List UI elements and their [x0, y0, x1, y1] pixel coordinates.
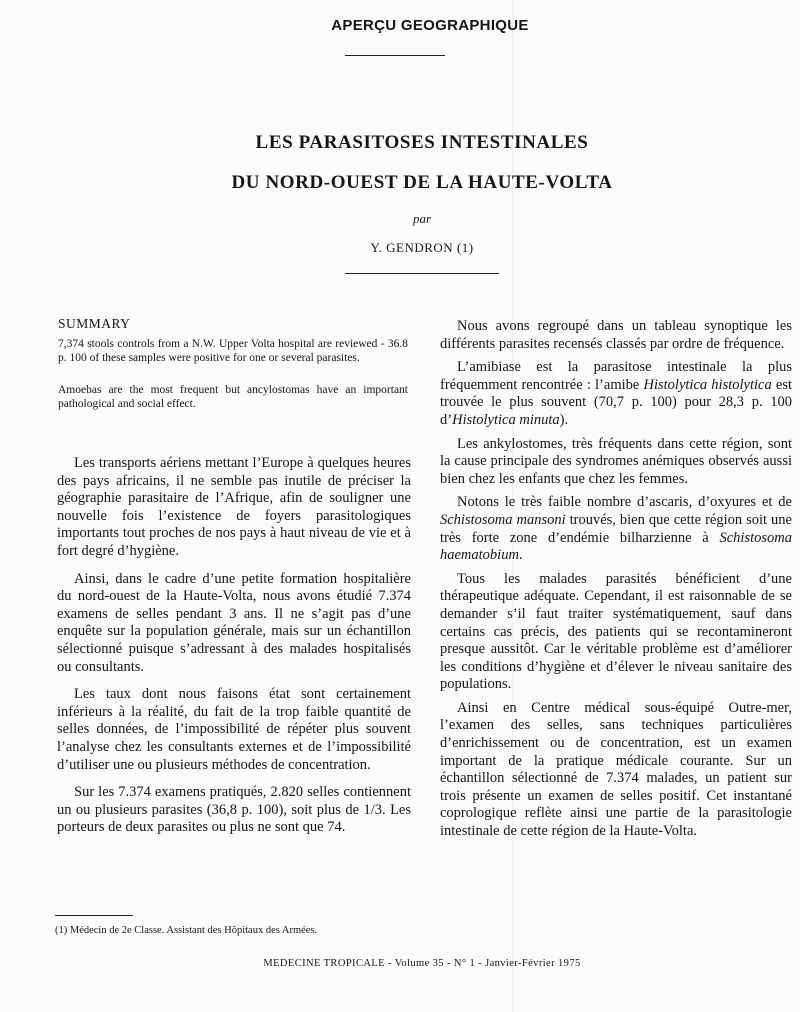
- journal-footer: MEDECINE TROPICALE - Volume 35 - N° 1 - Janvier-Février 1975: [263, 958, 581, 969]
- footnote-rule: [55, 915, 133, 916]
- species-name: Histolytica histolytica: [643, 376, 772, 393]
- body-paragraph: Ainsi en Centre médical sous-équipé Outre-mer, l’examen des selles, sans techniques particulières d’enrichissement ou de concentration, est un examen important de la pratique médicale courante. Sur un échantillon sélectionné de 7.374 malades, un patient sur trois présente un examen de selles positif. Cet instantané coprologique reflète ainsi une partie de la parasitologie intestinale de cette région de la Haute-Volta.: [440, 699, 792, 840]
- body-paragraph: [440, 494, 792, 564]
- text-run: L’amibiase est la parasitose intestinale la plus fréquemment rencontrée : l’amibe: [440, 359, 792, 393]
- body-paragraph: [440, 359, 792, 429]
- header-rule: [345, 55, 445, 56]
- text-run: est trouvée le plus souvent (70,7 p. 100) pour 28,3 p. 100 d’: [440, 376, 793, 428]
- author-name: Y. GENDRON (1): [370, 240, 474, 255]
- text-run: .: [518, 547, 523, 564]
- body-paragraph: Les ankylostomes, très fréquents dans cette région, sont la cause principale des syndromes anémiques observés aussi bien chez les enfants que chez les femmes.: [440, 435, 792, 487]
- species-name: Histolytica minuta: [452, 411, 560, 428]
- text-run: Notons le très faible nombre d’ascaris, d’oxyures et de: [457, 494, 792, 511]
- section-heading: APERÇU GEOGRAPHIQUE: [331, 17, 529, 34]
- body-paragraph: Les taux dont nous faisons état sont certainement inférieurs à la réalité, du fait de la trop faible quantité de selles données, de l’impossibilité de répéter plus souvent l’analyse chez les consultants externes et de l’impossibilité d’utiliser une ou plusieurs méthodes de concentration.: [57, 686, 411, 773]
- article-title-line-2: DU NORD-OUEST DE LA HAUTE-VOLTA: [231, 172, 613, 193]
- body-paragraph: Ainsi, dans le cadre d’une petite formation hospitalière du nord-ouest de la Haute-Volta, nous avons étudié 7.374 examens de selles pendant 3 ans. Il ne s’agit pas d’une enquête sur la population générale, mais sur un échantillon sélectionné puisque s’adressant à des malades hospitalisés ou consultants.: [57, 570, 411, 675]
- footnote: (1) Médecin de 2e Classe. Assistant des Hôpitaux des Armées.: [55, 925, 318, 936]
- body-paragraph: Nous avons regroupé dans un tableau synoptique les différents parasites recensés classés par ordre de fréquence.: [440, 318, 792, 352]
- summary-paragraph: 7,374 stools controls from a N.W. Upper Volta hospital are reviewed - 36.8 p. 100 of these samples were positive for one or several parasites.: [58, 338, 408, 364]
- summary-heading: SUMMARY: [58, 316, 131, 331]
- text-run: ).: [559, 411, 569, 428]
- text-run: trouvés, bien que cette région soit une très forte zone d’endémie bilharzienne à: [440, 511, 792, 546]
- species-name: Schistosoma mansoni: [440, 511, 566, 528]
- title-rule: [345, 273, 499, 274]
- right-column: [440, 318, 792, 841]
- body-paragraph: Tous les malades parasités bénéficient d’une thérapeutique adéquate. Cependant, il est raisonnable de se demander s’il faut traiter systématiquement, sauf dans certains cas précis, des patients qui se recontamineront presque aussitôt. Car le véritable problème est d’améliorer les conditions d’hygiène et d’élever le niveau sanitaire des populations.: [440, 570, 792, 693]
- summary-paragraph: Amoebas are the most frequent but ancylostomas have an important pathological and social effect.: [58, 384, 408, 410]
- body-paragraph: Sur les 7.374 examens pratiqués, 2.820 selles contiennent un ou plusieurs parasites (36,8 p. 100), soit plus de 1/3. Les porteurs de deux parasites ou plus ne sont que 74.: [57, 784, 411, 836]
- byline-par: par: [412, 211, 432, 226]
- body-paragraph: Les transports aériens mettant l’Europe à quelques heures des pays africains, il ne semble pas inutile de préciser la géographie parasitaire de l’Afrique, afin de souligner une nouvelle fois l’existence de foyers parasitologiques importants tout proches de nos pays à haut niveau de vie et à fort degré d’hygiène.: [57, 455, 411, 559]
- left-column: [57, 455, 411, 837]
- article-title-line-1: LES PARASITOSES INTESTINALES: [255, 132, 589, 153]
- species-name: Schistosoma haematobium: [440, 529, 792, 564]
